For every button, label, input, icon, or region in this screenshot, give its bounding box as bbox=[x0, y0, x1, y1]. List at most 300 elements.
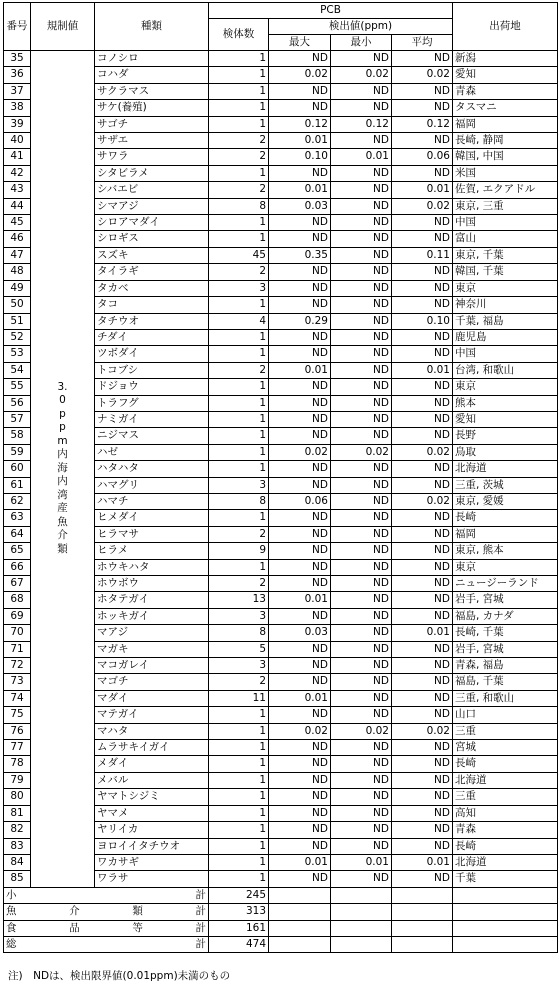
cell-count: 1 bbox=[209, 444, 269, 460]
cell-avg: 0.01 bbox=[392, 625, 453, 641]
totals-empty-cell bbox=[269, 936, 331, 952]
cell-avg: ND bbox=[392, 559, 453, 575]
cell-avg: 0.10 bbox=[392, 313, 453, 329]
cell-max: ND bbox=[269, 772, 331, 788]
cell-kind: マガキ bbox=[95, 641, 209, 657]
totals-empty-cell bbox=[453, 920, 558, 936]
cell-number: 36 bbox=[4, 67, 31, 83]
totals-empty-cell bbox=[269, 887, 331, 903]
cell-max: 0.02 bbox=[269, 723, 331, 739]
cell-max: ND bbox=[269, 215, 331, 231]
cell-kind: マテガイ bbox=[95, 707, 209, 723]
cell-avg: ND bbox=[392, 641, 453, 657]
cell-origin: 佐賀, エクアドル bbox=[453, 182, 558, 198]
cell-origin: 北海道 bbox=[453, 461, 558, 477]
cell-avg: 0.01 bbox=[392, 182, 453, 198]
cell-max: ND bbox=[269, 297, 331, 313]
cell-max: 0.02 bbox=[269, 67, 331, 83]
cell-max: 0.03 bbox=[269, 625, 331, 641]
cell-origin: 東京, 熊本 bbox=[453, 543, 558, 559]
cell-avg: 0.01 bbox=[392, 854, 453, 870]
cell-avg: ND bbox=[392, 789, 453, 805]
cell-max: ND bbox=[269, 83, 331, 99]
cell-count: 1 bbox=[209, 707, 269, 723]
cell-number: 40 bbox=[4, 133, 31, 149]
cell-min: ND bbox=[331, 608, 392, 624]
cell-min: 0.02 bbox=[331, 444, 392, 460]
cell-avg: 0.06 bbox=[392, 149, 453, 165]
cell-max: ND bbox=[269, 576, 331, 592]
cell-avg: ND bbox=[392, 822, 453, 838]
cell-origin: 熊本 bbox=[453, 395, 558, 411]
cell-count: 2 bbox=[209, 182, 269, 198]
cell-min: ND bbox=[331, 165, 392, 181]
cell-max: ND bbox=[269, 658, 331, 674]
totals-empty-cell bbox=[453, 936, 558, 952]
cell-avg: ND bbox=[392, 395, 453, 411]
cell-number: 64 bbox=[4, 526, 31, 542]
cell-min: 0.12 bbox=[331, 116, 392, 132]
cell-count: 1 bbox=[209, 461, 269, 477]
cell-min: ND bbox=[331, 215, 392, 231]
cell-origin: 長崎 bbox=[453, 838, 558, 854]
cell-number: 54 bbox=[4, 362, 31, 378]
cell-origin: 青森 bbox=[453, 822, 558, 838]
cell-kind: マゴチ bbox=[95, 674, 209, 690]
cell-avg: ND bbox=[392, 280, 453, 296]
cell-max: ND bbox=[269, 526, 331, 542]
cell-avg: ND bbox=[392, 231, 453, 247]
totals-body bbox=[4, 887, 558, 953]
cell-origin: 山口 bbox=[453, 707, 558, 723]
totals-empty-cell bbox=[392, 920, 453, 936]
cell-max: 0.35 bbox=[269, 247, 331, 263]
cell-kind: ナミガイ bbox=[95, 411, 209, 427]
cell-kind: サケ(養殖) bbox=[95, 100, 209, 116]
cell-kind: ハタハタ bbox=[95, 461, 209, 477]
cell-number: 49 bbox=[4, 280, 31, 296]
cell-avg: ND bbox=[392, 707, 453, 723]
cell-origin: 神奈川 bbox=[453, 297, 558, 313]
cell-avg: 0.12 bbox=[392, 116, 453, 132]
cell-count: 1 bbox=[209, 329, 269, 345]
totals-label: 食品等計 bbox=[4, 920, 209, 936]
cell-avg: 0.02 bbox=[392, 493, 453, 509]
cell-max: 0.10 bbox=[269, 149, 331, 165]
cell-origin: 愛知 bbox=[453, 411, 558, 427]
cell-min: ND bbox=[331, 690, 392, 706]
cell-avg: ND bbox=[392, 215, 453, 231]
cell-max: 0.03 bbox=[269, 198, 331, 214]
cell-avg: ND bbox=[392, 805, 453, 821]
totals-empty-cell bbox=[331, 920, 392, 936]
cell-kind: ホウボウ bbox=[95, 576, 209, 592]
cell-kind: ツボダイ bbox=[95, 346, 209, 362]
cell-min: ND bbox=[331, 362, 392, 378]
cell-count: 8 bbox=[209, 625, 269, 641]
cell-min: ND bbox=[331, 51, 392, 67]
cell-min: ND bbox=[331, 576, 392, 592]
cell-count: 1 bbox=[209, 51, 269, 67]
cell-number: 35 bbox=[4, 51, 31, 67]
cell-number: 63 bbox=[4, 510, 31, 526]
cell-kind: ヤリイカ bbox=[95, 822, 209, 838]
cell-origin: 青森 bbox=[453, 83, 558, 99]
totals-count: 161 bbox=[209, 920, 269, 936]
cell-avg: ND bbox=[392, 51, 453, 67]
cell-count: 3 bbox=[209, 477, 269, 493]
cell-kind: ヒラメ bbox=[95, 543, 209, 559]
cell-origin: 長崎 bbox=[453, 756, 558, 772]
cell-min: ND bbox=[331, 83, 392, 99]
cell-number: 53 bbox=[4, 346, 31, 362]
cell-min: ND bbox=[331, 411, 392, 427]
cell-count: 1 bbox=[209, 116, 269, 132]
cell-count: 2 bbox=[209, 674, 269, 690]
cell-max: ND bbox=[269, 264, 331, 280]
cell-number: 65 bbox=[4, 543, 31, 559]
cell-avg: ND bbox=[392, 674, 453, 690]
cell-number: 72 bbox=[4, 658, 31, 674]
totals-row bbox=[4, 920, 558, 936]
cell-min: ND bbox=[331, 198, 392, 214]
cell-max: ND bbox=[269, 543, 331, 559]
cell-max: ND bbox=[269, 641, 331, 657]
cell-min: ND bbox=[331, 805, 392, 821]
cell-kind: ムラサキイガイ bbox=[95, 740, 209, 756]
cell-min: ND bbox=[331, 838, 392, 854]
cell-kind: チダイ bbox=[95, 329, 209, 345]
cell-avg: 0.01 bbox=[392, 362, 453, 378]
header-avg: 平均 bbox=[392, 35, 453, 51]
cell-count: 1 bbox=[209, 100, 269, 116]
cell-number: 59 bbox=[4, 444, 31, 460]
cell-min: ND bbox=[331, 231, 392, 247]
cell-avg: ND bbox=[392, 477, 453, 493]
totals-label: 小計 bbox=[4, 887, 209, 903]
header-origin: 出荷地 bbox=[453, 3, 558, 51]
cell-avg: ND bbox=[392, 510, 453, 526]
cell-max: 0.12 bbox=[269, 116, 331, 132]
table-body bbox=[4, 51, 558, 888]
cell-min: ND bbox=[331, 182, 392, 198]
cell-avg: ND bbox=[392, 871, 453, 887]
cell-origin: 北海道 bbox=[453, 854, 558, 870]
cell-number: 79 bbox=[4, 772, 31, 788]
cell-avg: ND bbox=[392, 838, 453, 854]
cell-max: ND bbox=[269, 805, 331, 821]
cell-count: 1 bbox=[209, 756, 269, 772]
cell-number: 68 bbox=[4, 592, 31, 608]
cell-avg: ND bbox=[392, 411, 453, 427]
cell-max: 0.06 bbox=[269, 493, 331, 509]
cell-count: 3 bbox=[209, 608, 269, 624]
cell-origin: 三重 bbox=[453, 789, 558, 805]
cell-origin: 北海道 bbox=[453, 772, 558, 788]
cell-avg: ND bbox=[392, 100, 453, 116]
header-limit: 規制値 bbox=[31, 3, 95, 51]
cell-count: 1 bbox=[209, 379, 269, 395]
cell-origin: 千葉, 福島 bbox=[453, 313, 558, 329]
cell-kind: ハマグリ bbox=[95, 477, 209, 493]
cell-min: ND bbox=[331, 641, 392, 657]
totals-empty-cell bbox=[392, 904, 453, 920]
cell-origin: 三重, 和歌山 bbox=[453, 690, 558, 706]
cell-count: 1 bbox=[209, 740, 269, 756]
header-count: 検体数 bbox=[209, 19, 269, 51]
header-kind: 種類 bbox=[95, 3, 209, 51]
cell-kind: タチウオ bbox=[95, 313, 209, 329]
cell-count: 4 bbox=[209, 313, 269, 329]
cell-number: 74 bbox=[4, 690, 31, 706]
cell-count: 1 bbox=[209, 83, 269, 99]
cell-number: 84 bbox=[4, 854, 31, 870]
totals-empty-cell bbox=[392, 936, 453, 952]
cell-number: 78 bbox=[4, 756, 31, 772]
cell-count: 8 bbox=[209, 198, 269, 214]
cell-kind: タイラギ bbox=[95, 264, 209, 280]
cell-avg: ND bbox=[392, 329, 453, 345]
totals-label: 魚介類計 bbox=[4, 904, 209, 920]
cell-max: ND bbox=[269, 608, 331, 624]
cell-kind: メバル bbox=[95, 772, 209, 788]
cell-max: 0.01 bbox=[269, 690, 331, 706]
cell-number: 51 bbox=[4, 313, 31, 329]
cell-count: 1 bbox=[209, 215, 269, 231]
pcb-results-table bbox=[3, 2, 558, 953]
cell-number: 39 bbox=[4, 116, 31, 132]
totals-empty-cell bbox=[269, 920, 331, 936]
cell-origin: 長崎 bbox=[453, 510, 558, 526]
cell-kind: シロギス bbox=[95, 231, 209, 247]
cell-min: ND bbox=[331, 526, 392, 542]
cell-origin: 高知 bbox=[453, 805, 558, 821]
cell-count: 3 bbox=[209, 658, 269, 674]
cell-min: ND bbox=[331, 871, 392, 887]
cell-min: ND bbox=[331, 133, 392, 149]
cell-avg: ND bbox=[392, 543, 453, 559]
cell-max: ND bbox=[269, 379, 331, 395]
cell-min: ND bbox=[331, 789, 392, 805]
cell-origin: 米国 bbox=[453, 165, 558, 181]
cell-max: ND bbox=[269, 707, 331, 723]
cell-origin: 愛知 bbox=[453, 67, 558, 83]
cell-max: ND bbox=[269, 756, 331, 772]
cell-min: ND bbox=[331, 822, 392, 838]
cell-max: ND bbox=[269, 428, 331, 444]
cell-min: ND bbox=[331, 428, 392, 444]
cell-min: ND bbox=[331, 264, 392, 280]
cell-avg: ND bbox=[392, 772, 453, 788]
cell-count: 45 bbox=[209, 247, 269, 263]
cell-kind: サワラ bbox=[95, 149, 209, 165]
cell-kind: シタビラメ bbox=[95, 165, 209, 181]
cell-min: ND bbox=[331, 329, 392, 345]
cell-number: 45 bbox=[4, 215, 31, 231]
cell-kind: シバエビ bbox=[95, 182, 209, 198]
cell-avg: ND bbox=[392, 658, 453, 674]
cell-number: 44 bbox=[4, 198, 31, 214]
cell-count: 1 bbox=[209, 723, 269, 739]
cell-count: 1 bbox=[209, 165, 269, 181]
cell-max: ND bbox=[269, 674, 331, 690]
header-number: 番号 bbox=[4, 3, 31, 51]
cell-number: 47 bbox=[4, 247, 31, 263]
cell-number: 67 bbox=[4, 576, 31, 592]
cell-origin: 長崎, 千葉 bbox=[453, 625, 558, 641]
header-min: 最小 bbox=[331, 35, 392, 51]
cell-kind: ニジマス bbox=[95, 428, 209, 444]
cell-max: 0.29 bbox=[269, 313, 331, 329]
cell-max: ND bbox=[269, 51, 331, 67]
cell-min: ND bbox=[331, 658, 392, 674]
cell-max: ND bbox=[269, 165, 331, 181]
cell-number: 73 bbox=[4, 674, 31, 690]
cell-min: ND bbox=[331, 395, 392, 411]
cell-avg: ND bbox=[392, 756, 453, 772]
cell-origin: 韓国, 中国 bbox=[453, 149, 558, 165]
cell-origin: ニュージーランド bbox=[453, 576, 558, 592]
cell-number: 38 bbox=[4, 100, 31, 116]
cell-max: ND bbox=[269, 510, 331, 526]
cell-number: 43 bbox=[4, 182, 31, 198]
cell-min: ND bbox=[331, 346, 392, 362]
cell-number: 52 bbox=[4, 329, 31, 345]
cell-kind: ホウキハタ bbox=[95, 559, 209, 575]
cell-origin: 三重 bbox=[453, 723, 558, 739]
cell-number: 82 bbox=[4, 822, 31, 838]
cell-origin: 長崎, 静岡 bbox=[453, 133, 558, 149]
cell-count: 1 bbox=[209, 805, 269, 821]
cell-avg: ND bbox=[392, 297, 453, 313]
cell-min: ND bbox=[331, 740, 392, 756]
cell-max: ND bbox=[269, 461, 331, 477]
cell-min: ND bbox=[331, 772, 392, 788]
cell-min: 0.01 bbox=[331, 149, 392, 165]
cell-kind: シマアジ bbox=[95, 198, 209, 214]
totals-row bbox=[4, 887, 558, 903]
cell-number: 85 bbox=[4, 871, 31, 887]
cell-origin: 福岡 bbox=[453, 116, 558, 132]
cell-origin: タスマニ bbox=[453, 100, 558, 116]
cell-kind: ドジョウ bbox=[95, 379, 209, 395]
cell-avg: ND bbox=[392, 576, 453, 592]
cell-count: 1 bbox=[209, 346, 269, 362]
cell-kind: ヨロイイタチウオ bbox=[95, 838, 209, 854]
cell-number: 60 bbox=[4, 461, 31, 477]
cell-avg: ND bbox=[392, 165, 453, 181]
cell-count: 1 bbox=[209, 854, 269, 870]
cell-origin: 千葉 bbox=[453, 871, 558, 887]
cell-origin: 東京 bbox=[453, 559, 558, 575]
cell-kind: サゴチ bbox=[95, 116, 209, 132]
totals-empty-cell bbox=[269, 904, 331, 920]
cell-number: 69 bbox=[4, 608, 31, 624]
cell-avg: 0.02 bbox=[392, 198, 453, 214]
cell-number: 37 bbox=[4, 83, 31, 99]
cell-number: 70 bbox=[4, 625, 31, 641]
cell-avg: 0.02 bbox=[392, 444, 453, 460]
cell-kind: メダイ bbox=[95, 756, 209, 772]
cell-origin: 東京 bbox=[453, 379, 558, 395]
cell-min: ND bbox=[331, 543, 392, 559]
cell-max: 0.01 bbox=[269, 182, 331, 198]
cell-number: 75 bbox=[4, 707, 31, 723]
cell-count: 8 bbox=[209, 493, 269, 509]
cell-origin: 岩手, 宮城 bbox=[453, 641, 558, 657]
cell-max: ND bbox=[269, 329, 331, 345]
cell-avg: ND bbox=[392, 379, 453, 395]
cell-min: ND bbox=[331, 493, 392, 509]
cell-number: 46 bbox=[4, 231, 31, 247]
cell-max: ND bbox=[269, 395, 331, 411]
cell-origin: 富山 bbox=[453, 231, 558, 247]
cell-count: 5 bbox=[209, 641, 269, 657]
cell-count: 1 bbox=[209, 559, 269, 575]
cell-max: ND bbox=[269, 100, 331, 116]
totals-empty-cell bbox=[453, 887, 558, 903]
cell-kind: ハゼ bbox=[95, 444, 209, 460]
cell-count: 2 bbox=[209, 576, 269, 592]
cell-max: 0.02 bbox=[269, 444, 331, 460]
cell-avg: 0.11 bbox=[392, 247, 453, 263]
cell-count: 1 bbox=[209, 822, 269, 838]
totals-count: 474 bbox=[209, 936, 269, 952]
cell-min: ND bbox=[331, 674, 392, 690]
cell-number: 83 bbox=[4, 838, 31, 854]
cell-count: 1 bbox=[209, 772, 269, 788]
cell-count: 1 bbox=[209, 395, 269, 411]
cell-origin: 東京, 千葉 bbox=[453, 247, 558, 263]
table-row bbox=[4, 51, 558, 67]
cell-min: ND bbox=[331, 379, 392, 395]
cell-origin: 長野 bbox=[453, 428, 558, 444]
cell-avg: ND bbox=[392, 690, 453, 706]
cell-origin: 中国 bbox=[453, 215, 558, 231]
cell-kind: サザエ bbox=[95, 133, 209, 149]
cell-min: ND bbox=[331, 756, 392, 772]
header-pcb: PCB bbox=[209, 3, 453, 19]
cell-number: 76 bbox=[4, 723, 31, 739]
cell-avg: ND bbox=[392, 592, 453, 608]
totals-empty-cell bbox=[392, 887, 453, 903]
totals-empty-cell bbox=[453, 904, 558, 920]
cell-min: ND bbox=[331, 297, 392, 313]
cell-kind: ハマチ bbox=[95, 493, 209, 509]
cell-kind: マハタ bbox=[95, 723, 209, 739]
cell-count: 1 bbox=[209, 428, 269, 444]
totals-label: 総計 bbox=[4, 936, 209, 952]
cell-number: 48 bbox=[4, 264, 31, 280]
cell-origin: 鳥取 bbox=[453, 444, 558, 460]
cell-origin: 新潟 bbox=[453, 51, 558, 67]
cell-origin: 青森, 福島 bbox=[453, 658, 558, 674]
cell-number: 77 bbox=[4, 740, 31, 756]
cell-origin: 鹿児島 bbox=[453, 329, 558, 345]
header-detected: 検出値(ppm) bbox=[269, 19, 453, 35]
cell-number: 41 bbox=[4, 149, 31, 165]
cell-count: 1 bbox=[209, 67, 269, 83]
cell-number: 42 bbox=[4, 165, 31, 181]
totals-count: 245 bbox=[209, 887, 269, 903]
cell-number: 71 bbox=[4, 641, 31, 657]
cell-kind: トコブシ bbox=[95, 362, 209, 378]
cell-avg: ND bbox=[392, 608, 453, 624]
cell-number: 50 bbox=[4, 297, 31, 313]
cell-avg: ND bbox=[392, 740, 453, 756]
cell-kind: コノシロ bbox=[95, 51, 209, 67]
cell-max: ND bbox=[269, 740, 331, 756]
